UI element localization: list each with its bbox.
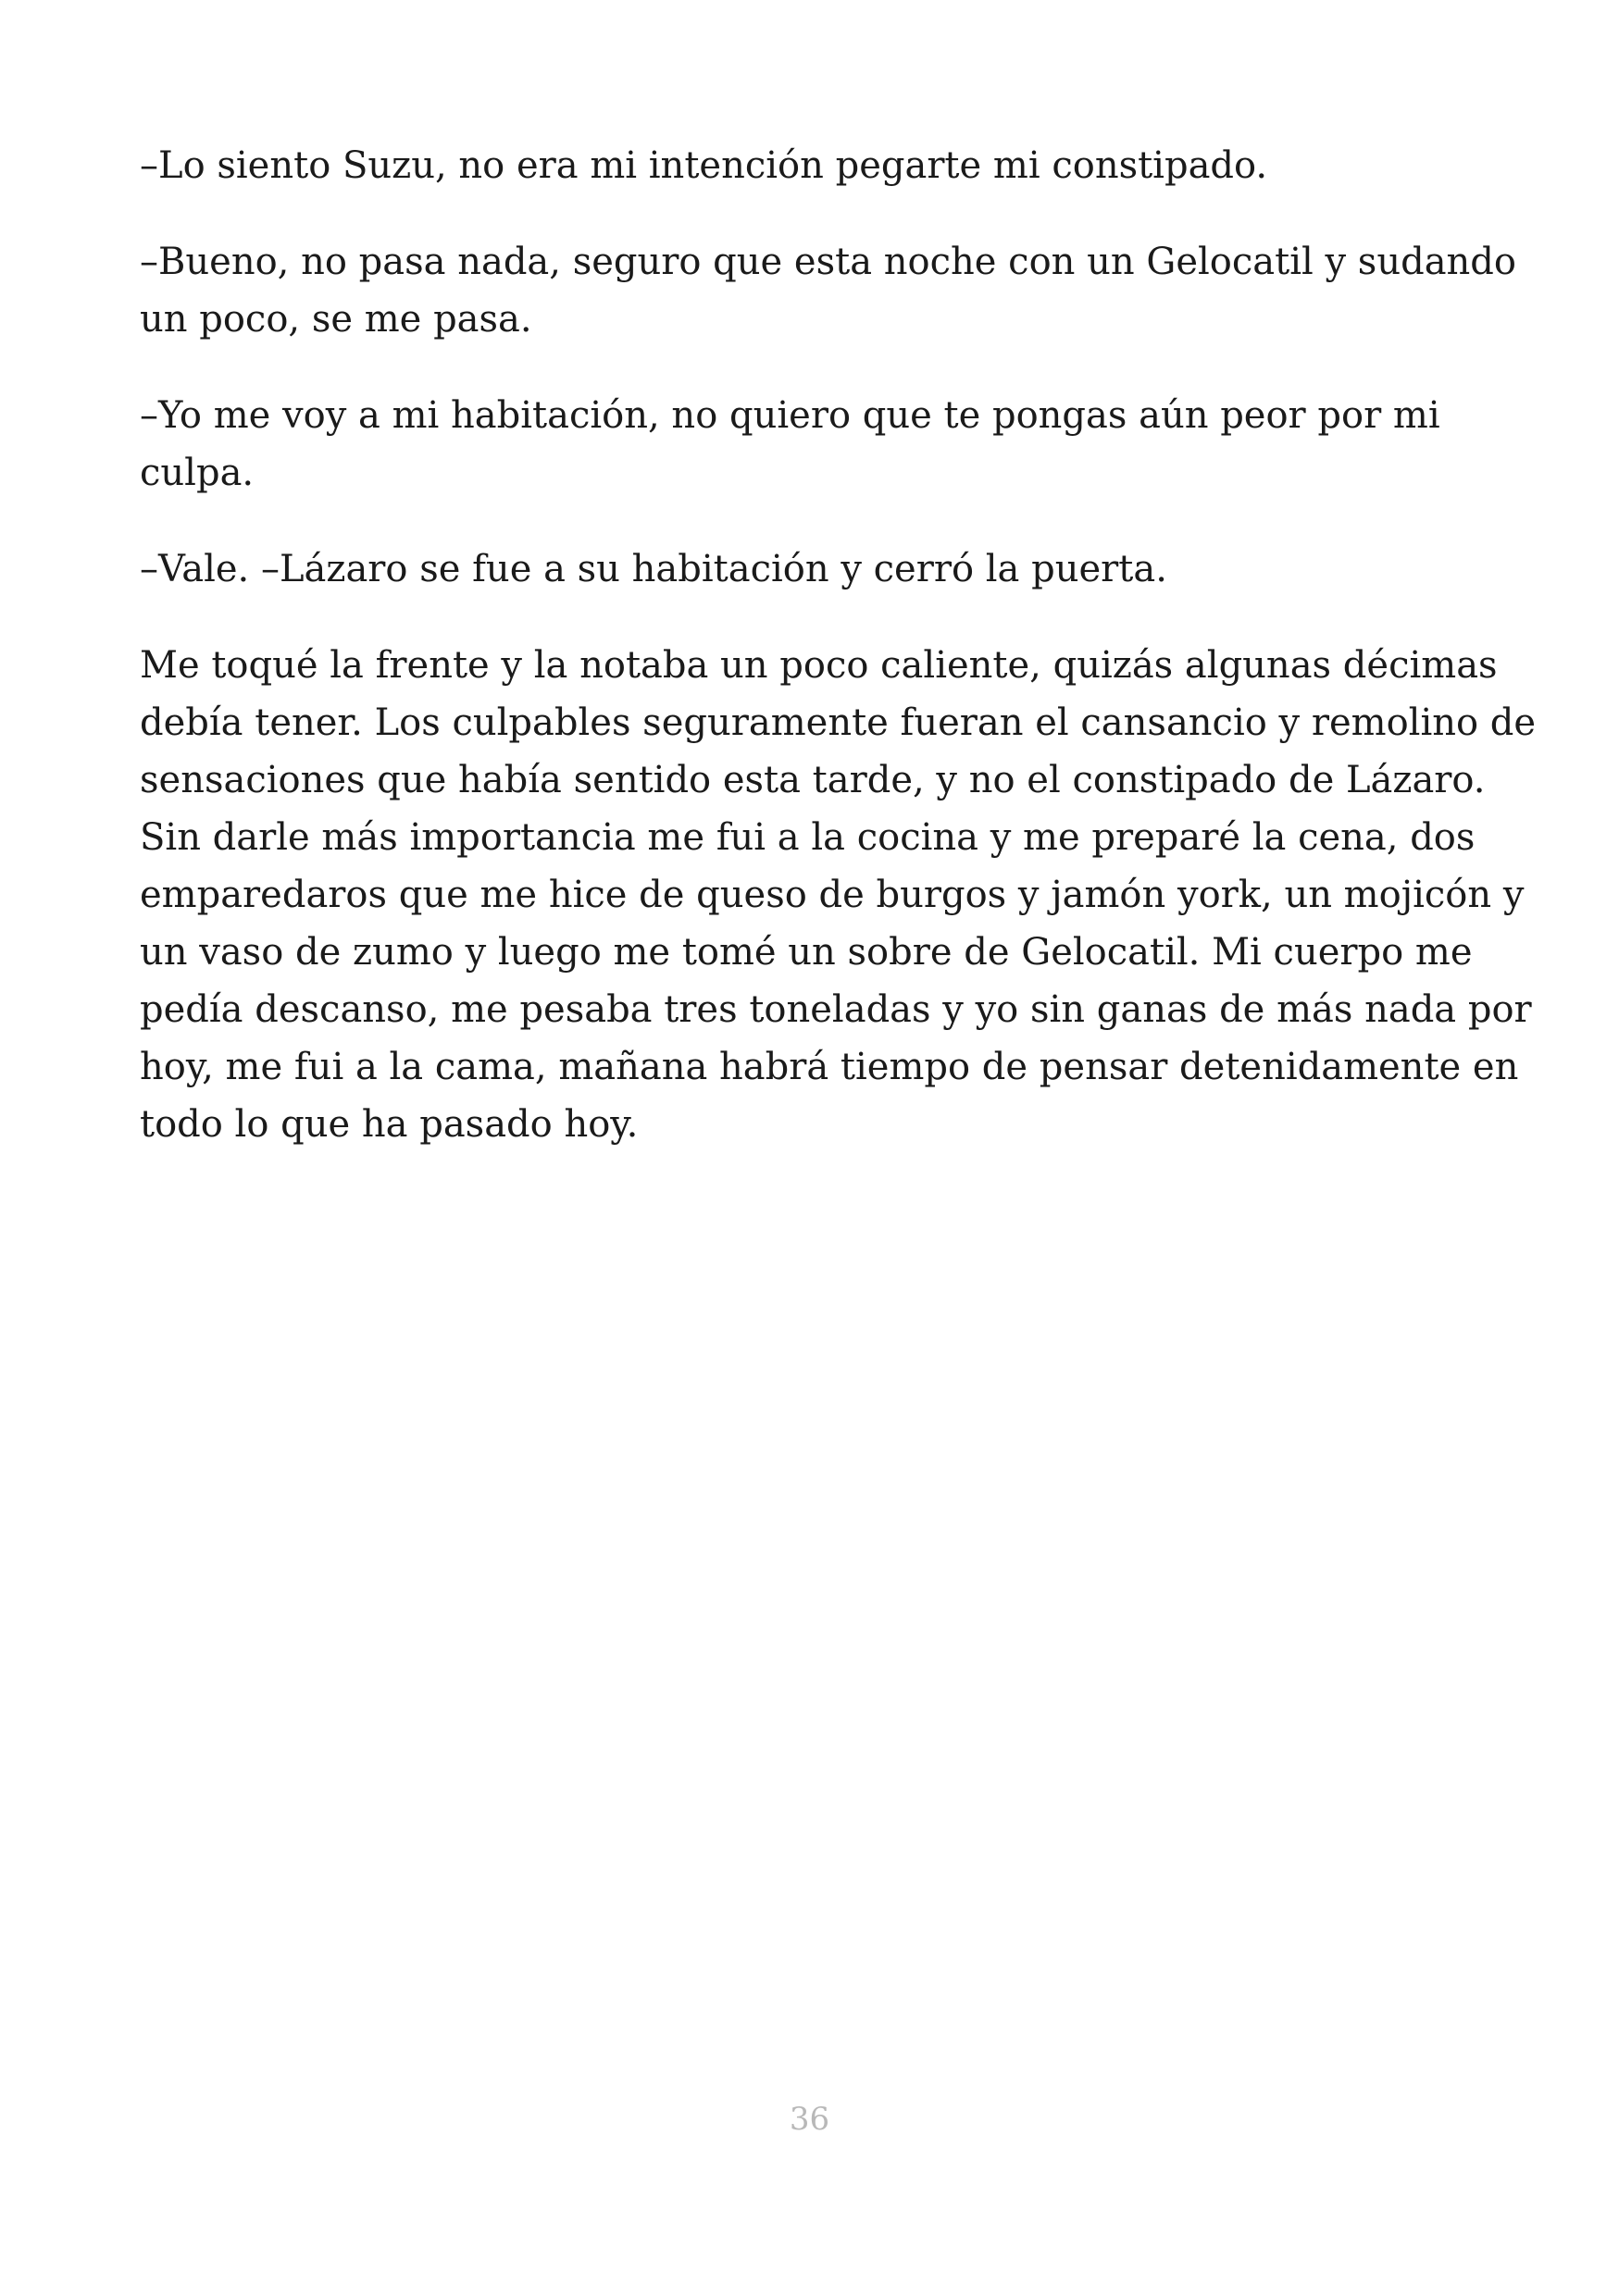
paragraph-3 xyxy=(140,387,1491,502)
paragraph-line: Sin darle más importancia me fui a la cocina y me preparé la cena, dos xyxy=(140,816,1476,859)
paragraph-line: debía tener. Los culpables seguramente fueran el cansancio y remolino de xyxy=(140,701,1537,744)
paragraph-line: un poco, se me pasa. xyxy=(140,298,532,341)
paragraph-1 xyxy=(140,137,1491,194)
paragraph-line: todo lo que ha pasado hoy. xyxy=(140,1103,639,1146)
paragraph-line: hoy, me fui a la cama, mañana habrá tiempo de pensar detenidamente en xyxy=(140,1046,1519,1088)
paragraph-line: un vaso de zumo y luego me tomé un sobre de Gelocatil. Mi cuerpo me xyxy=(140,931,1473,974)
paragraph-line: –Bueno, no pasa nada, seguro que esta noche con un Gelocatil y sudando xyxy=(140,241,1516,283)
paragraph-line: sensaciones que había sentido esta tarde, y no el constipado de Lázaro. xyxy=(140,759,1486,801)
paragraph-5 xyxy=(140,637,1537,1153)
paragraph-line: Me toqué la frente y la notaba un poco caliente, quizás algunas décimas xyxy=(140,644,1498,687)
body-text xyxy=(140,137,1537,1192)
paragraph-line: –Yo me voy a mi habitación, no quiero que te pongas aún peor por mi xyxy=(140,394,1440,437)
page-number: 36 xyxy=(789,2101,830,2138)
paragraph-2 xyxy=(140,233,1516,348)
paragraph-line: –Vale. –Lázaro se fue a su habitación y cerró la puerta. xyxy=(140,548,1167,590)
paragraph-line: pedía descanso, me pesaba tres toneladas y yo sin ganas de más nada por xyxy=(140,988,1532,1031)
paragraph-line: culpa. xyxy=(140,452,255,494)
paragraph-4 xyxy=(140,540,1491,598)
paragraph-line: emparedaros que me hice de queso de burgos y jamón york, un mojicón y xyxy=(140,874,1525,916)
paragraph-line: –Lo siento Suzu, no era mi intención pegarte mi constipado. xyxy=(140,144,1268,187)
